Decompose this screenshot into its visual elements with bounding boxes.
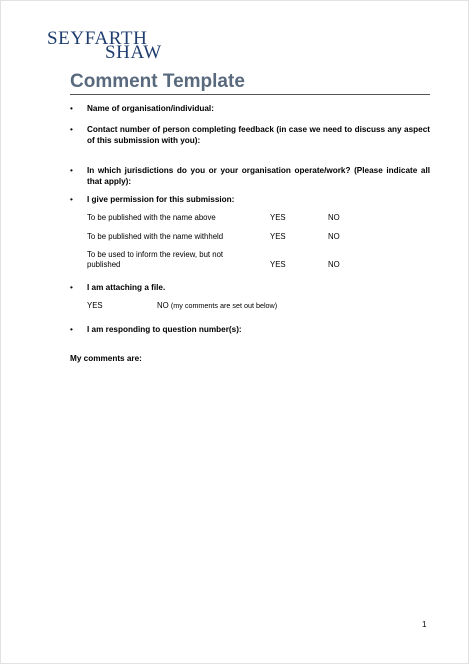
bullet-text: I am attaching a file. (87, 283, 166, 292)
title-underline (70, 94, 430, 95)
permission-label: To be published with the name above (87, 213, 216, 222)
permission-yes-option[interactable]: YES (270, 260, 286, 269)
bullet-marker: • (70, 283, 73, 292)
page-number: 1 (422, 620, 427, 629)
permission-yes-option[interactable]: YES (270, 232, 286, 241)
comments-label: My comments are: (70, 354, 142, 363)
logo-line-seyfarth: SEYFARTH (47, 28, 148, 49)
page-title: Comment Template (70, 71, 245, 92)
bullet-name-of-organisation (70, 104, 430, 115)
bullet-contact-number (70, 125, 430, 146)
bullet-marker: • (70, 325, 73, 334)
permission-label: To be used to inform the review, but not published (87, 250, 224, 269)
bullet-responding-question (70, 325, 430, 336)
company-logo (47, 29, 187, 63)
bullet-marker: • (70, 195, 73, 204)
attach-no-note: (my comments are set out below) (170, 301, 278, 310)
bullet-jurisdictions (70, 166, 430, 187)
bullet-text: In which jurisdictions do you or your organisation operate/work? (Please indicate all that apply): (87, 166, 430, 186)
bullet-text: Contact number of person completing feedback (in case we need to discuss any aspect of this submission with you): (87, 125, 430, 145)
permission-label: To be published with the name withheld (87, 232, 224, 241)
bullet-marker: • (70, 104, 73, 113)
bullet-text: I am responding to question number(s): (87, 325, 242, 334)
attach-yes-option[interactable]: YES (87, 301, 103, 310)
bullet-text: I give permission for this submission: (87, 195, 235, 204)
attach-no-option[interactable] (157, 301, 277, 311)
bullet-marker: • (70, 125, 73, 134)
permission-no-option[interactable]: NO (328, 260, 340, 269)
permission-no-option[interactable]: NO (328, 213, 340, 222)
permission-no-option[interactable]: NO (328, 232, 340, 241)
bullet-text: Name of organisation/individual: (87, 104, 214, 113)
logo-line-shaw: SHAW (105, 42, 162, 63)
attach-no-label: NO (157, 301, 169, 310)
permission-yes-option[interactable]: YES (270, 213, 286, 222)
bullet-marker: • (70, 166, 73, 175)
bullet-attaching-file (70, 283, 430, 294)
bullet-permission (70, 195, 430, 206)
